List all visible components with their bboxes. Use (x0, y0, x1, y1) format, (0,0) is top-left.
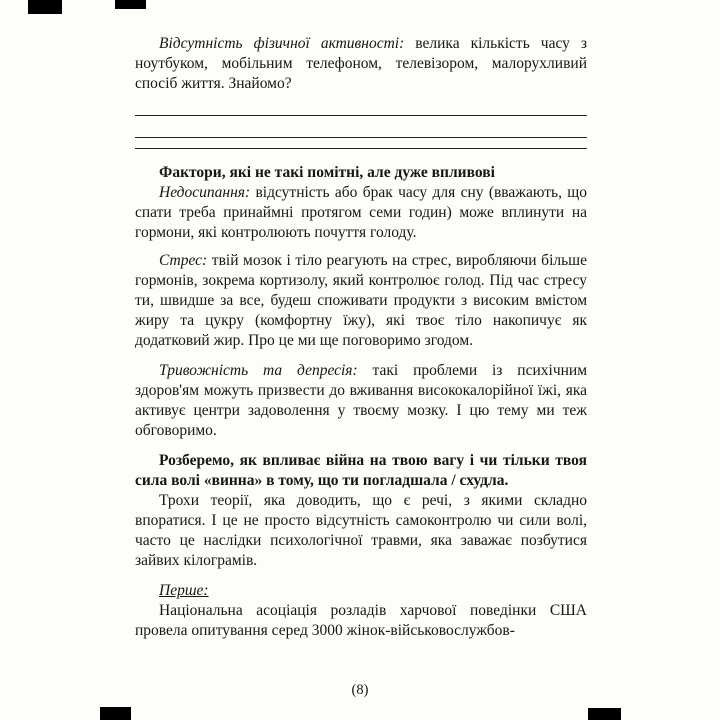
paragraph-lead-italic: Стрес: (159, 252, 208, 269)
paragraph-body-text: відсутність або брак часу для сну (вважають, що спати треба принаймні протягом семи годин) може вплинути на гормони, які контролюють почуття голоду. (135, 184, 587, 241)
ruled-line (135, 116, 587, 138)
first-label-text: Перше: (159, 582, 209, 599)
paragraph-anxiety-depression (135, 361, 587, 441)
ruled-lines (135, 106, 587, 149)
page-number: (8) (351, 682, 369, 698)
ruled-line (135, 138, 587, 149)
book-page (135, 34, 587, 641)
paragraph-body-text: велика кількість часу з ноутбуком, мобільним телефоном, телевізором, малорухливий спосіб життя. Знайомо? (135, 35, 587, 92)
paragraph-war-weight-bold: Розберемо, як впливає війна на твою вагу і чи тільки твоя сила волі «винна» в тому, що ти погладшала / схудла. (135, 452, 587, 489)
paragraph-first-label (135, 581, 587, 601)
print-mark-top-inner (115, 0, 146, 9)
print-mark-bottom-left (100, 707, 131, 720)
paragraph-body-text: твій мозок і тіло реагують на стрес, виробляючи більше гормонів, зокрема кортизолу, який контролює голод. Під час стресу ти, швидше за все, будеш споживати продукти з високим вмістом жиру та цукру (комфортну їжу), які твоє тіло накопичує як додатковий жир. Про це ми ще поговоримо згодом. (135, 252, 587, 349)
paragraph-stress (135, 251, 587, 351)
ruled-line (135, 106, 587, 116)
paragraph-sleep (135, 183, 587, 243)
paragraph-lead-italic: Відсутність фізичної активності: (159, 35, 405, 52)
paragraph-theory: Трохи теорії, яка доводить, що є речі, з якими складно впоратися. І це не просто відсутність самоконтролю чи сили волі, часто це наслідки психологічної травми, яка заважає позбутися зайвих кілограмів. (135, 492, 587, 569)
paragraph-body-text: такі проблеми із психічним здоров'ям можуть призвести до вживання висококалорійної їжі, яка активує центри задоволення у твоєму мозку. І цю тему ми теж обговоримо. (135, 362, 588, 439)
paragraph-lead-italic: Недосипання: (159, 184, 251, 201)
print-mark-top-left (28, 0, 62, 14)
section-heading: Фактори, які не такі помітні, але дуже впливові (159, 164, 495, 181)
paragraph-physical-activity (135, 34, 587, 94)
paragraph-association: Національна асоціація розладів харчової поведінки США провела опитування серед 3000 жінок-військовослужбов- (135, 602, 587, 639)
paragraph-lead-italic: Тривожність та депресія: (159, 362, 358, 379)
print-mark-bottom-right (588, 708, 621, 720)
